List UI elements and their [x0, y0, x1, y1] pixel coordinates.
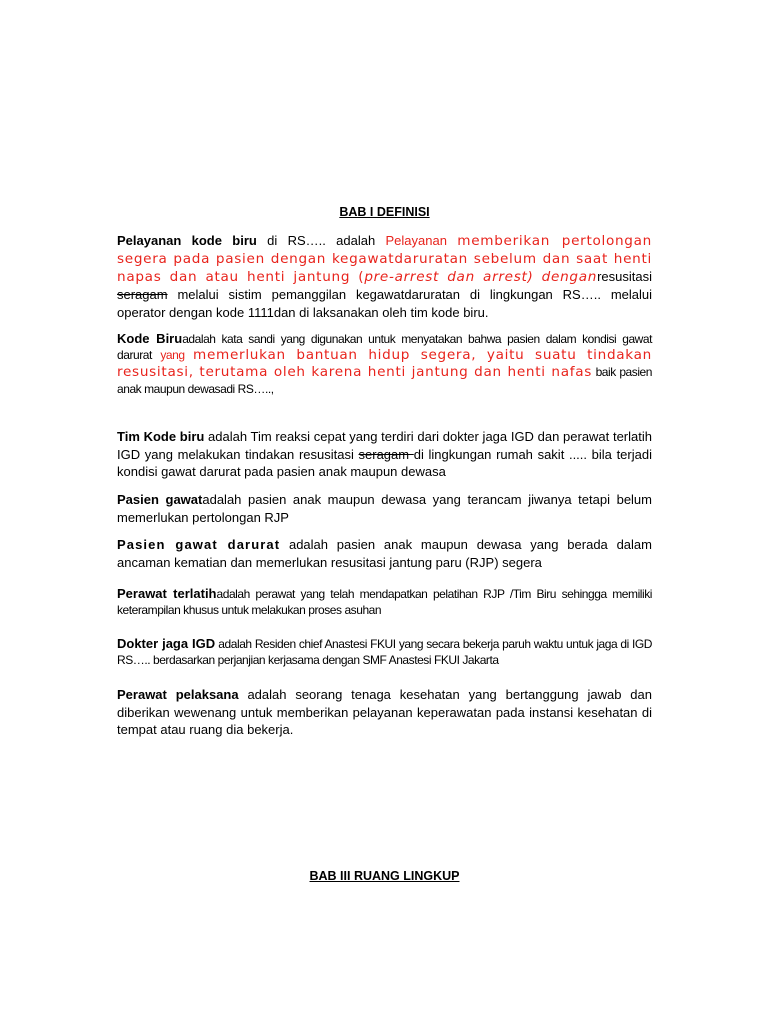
term-tim-kode-biru: Tim Kode biru — [117, 429, 205, 444]
term-pasien-gawat: Pasien gawat — [117, 492, 203, 507]
highlight-text: memerlukan bantuan hidup segera, yaitu suatu tindakan resusitasi, terutama oleh karena henti jantung dan henti nafas — [117, 347, 652, 380]
highlight-text: yang — [160, 348, 194, 362]
term-perawat-pelaksana: Perawat pelaksana — [117, 687, 239, 702]
heading-bab-iii-ruang-lingkup: BAB III RUANG LINGKUP — [309, 869, 460, 883]
strikethrough-text: seragam — [358, 446, 414, 462]
paragraph-perawat-pelaksana — [117, 686, 652, 739]
highlight-text: memberikan pertolongan segera pada pasien dengan kegawatdaruratan sebelum dan saat henti napas dan atau henti jantung ( — [117, 233, 652, 285]
definition-text: di lingkungan rumah sakit ..... bila terjadi kondisi gawat darurat pada pasien anak maupun dewasa — [117, 446, 652, 479]
highlight-text: Pelayanan — [385, 233, 458, 248]
paragraph-kode-biru — [117, 331, 652, 397]
paragraph-dokter-jaga-igd — [117, 636, 652, 668]
definition-text: adalah Tim reaksi cepat yang terdiri dari dokter jaga IGD dan perawat terlatih IGD yang melakukan tindakan resusitasi — [117, 429, 652, 462]
definition-text: adalah perawat yang telah mendapatkan pelatihan RJP /Tim Biru sehingga memiliki keterampilan khusus untuk melakukan proses asuhan — [117, 587, 652, 617]
paragraph-tim-kode-biru — [117, 428, 652, 481]
definition-text: adalah kata sandi yang digunakan untuk menyatakan bahwa pasien dalam kondisi gawat darurat — [117, 332, 652, 362]
term-dokter-jaga-igd: Dokter jaga IGD — [117, 636, 216, 651]
definition-text: di RS….. adalah — [256, 233, 386, 248]
definition-text: resusitasi — [597, 269, 652, 284]
definition-text: adalah pasien anak maupun dewasa yang berada dalam ancaman kematian dan memerlukan resusitasi jantung paru (RJP) segera — [117, 537, 652, 570]
definition-text: adalah Residen chief Anastesi FKUI yang secara bekerja paruh waktu untuk jaga di IGD RS….. berdasarkan perjanjian kerjasama dengan SMF Anastesi FKUI Jakarta — [117, 637, 652, 667]
paragraph-pasien-gawat-darurat — [117, 536, 652, 571]
paragraph-perawat-terlatih — [117, 586, 652, 618]
definition-text: adalah pasien anak maupun dewasa yang terancam jiwanya tetapi belum memerlukan pertolongan RJP — [117, 492, 652, 525]
paragraph-pelayanan-kode-biru — [117, 232, 652, 321]
strikethrough-text: seragam — [117, 287, 168, 302]
definition-text: baik pasien anak maupun dewasadi RS….., — [117, 365, 652, 396]
highlight-italic-text: pre-arrest dan arrest) dengan — [364, 269, 598, 285]
definition-text: adalah seorang tenaga kesehatan yang bertanggung jawab dan diberikan wewenang untuk memberikan pelayanan keperawatan pada instansi kesehatan di tempat atau ruang dia bekerja. — [117, 687, 652, 737]
term-pelayanan-kode-biru: Pelayanan kode biru — [117, 233, 257, 248]
paragraph-pasien-gawat — [117, 491, 652, 526]
term-perawat-terlatih: Perawat terlatih — [117, 586, 217, 601]
term-kode-biru: Kode Biru — [117, 331, 183, 346]
heading-bab-i-definisi: BAB I DEFINISI — [339, 205, 430, 219]
definition-text: melalui sistim pemanggilan kegawatdaruratan di lingkungan RS….. melalui operator dengan kode 1111dan di laksanakan oleh tim kode biru. — [117, 287, 652, 320]
term-pasien-gawat-darurat: Pasien gawat darurat — [117, 537, 281, 552]
